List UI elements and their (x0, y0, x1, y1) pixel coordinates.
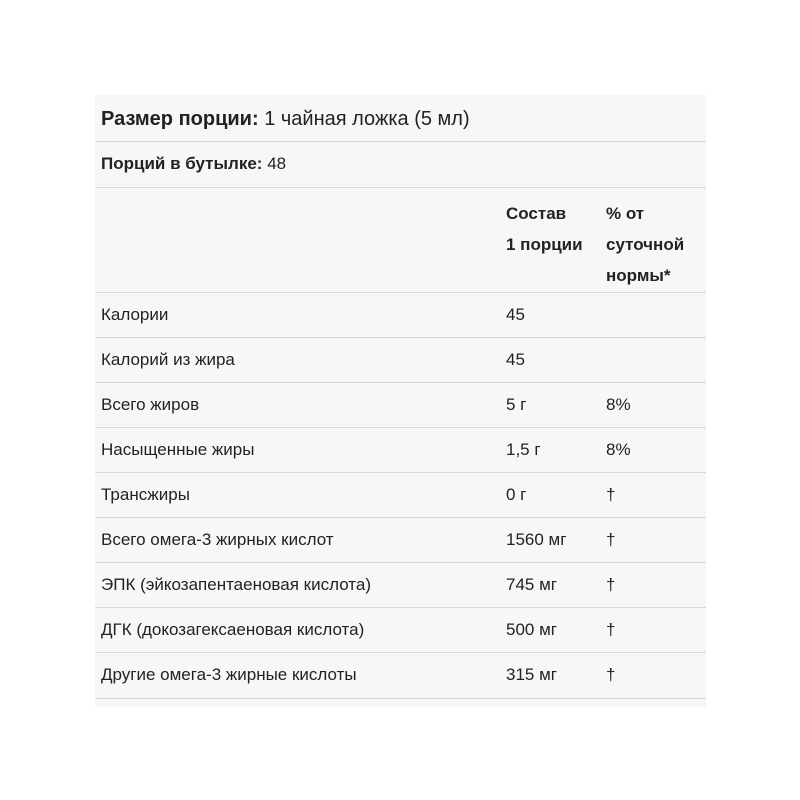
dv-header-line-3: нормы* (606, 266, 671, 285)
nutrient-name: ЭПК (эйкозапентаеновая кислота) (101, 575, 371, 594)
nutrient-daily-value: † (606, 575, 616, 594)
servings-per-container-row (95, 142, 706, 188)
nutrient-amount: 5 г (506, 395, 527, 414)
table-row (95, 293, 706, 338)
table-row (95, 428, 706, 473)
nutrient-name: Калории (101, 305, 169, 324)
nutrient-amount: 0 г (506, 485, 527, 504)
table-row (95, 338, 706, 383)
serving-size-value: 1 чайная ложка (5 мл) (264, 108, 470, 130)
table-row (95, 383, 706, 428)
daily-value-header (606, 198, 684, 291)
nutrient-daily-value: 8% (606, 395, 631, 414)
nutrient-amount: 1560 мг (506, 530, 567, 549)
servings-per-container (101, 149, 286, 179)
nutrient-name: ДГК (докозагексаеновая кислота) (101, 620, 365, 639)
nutrient-name: Насыщенные жиры (101, 440, 255, 459)
nutrient-name: Другие омега-3 жирные кислоты (101, 665, 357, 684)
servings-per-container-label: Порций в бутылке: (101, 154, 263, 173)
table-row (95, 608, 706, 653)
table-row (95, 518, 706, 563)
nutrition-facts-table (95, 95, 706, 707)
dv-header-line-1: % от (606, 204, 645, 223)
nutrient-daily-value: † (606, 620, 616, 639)
serving-size-row (95, 95, 706, 142)
nutrient-amount: 45 (506, 350, 525, 369)
amount-header-line-2: 1 порции (506, 235, 583, 254)
nutrient-name: Трансжиры (101, 485, 190, 504)
nutrient-name: Всего омега-3 жирных кислот (101, 530, 334, 549)
table-row (95, 563, 706, 608)
dv-header-line-2: суточной (606, 235, 685, 254)
nutrient-name: Калорий из жира (101, 350, 235, 369)
nutrient-daily-value: † (606, 485, 616, 504)
column-header-row (95, 188, 706, 293)
nutrient-amount: 745 мг (506, 575, 557, 594)
nutrient-daily-value: 8% (606, 440, 631, 459)
serving-size-label: Размер порции: (101, 108, 259, 130)
nutrient-daily-value: † (606, 530, 616, 549)
nutrient-daily-value: † (606, 665, 616, 684)
serving-size (101, 104, 470, 134)
nutrient-amount: 45 (506, 305, 525, 324)
nutrient-amount: 500 мг (506, 620, 557, 639)
nutrient-name: Всего жиров (101, 395, 200, 414)
servings-per-container-value: 48 (267, 154, 287, 173)
nutrient-amount: 315 мг (506, 665, 557, 684)
table-row (95, 653, 706, 699)
table-row (95, 473, 706, 518)
nutrient-amount: 1,5 г (506, 440, 541, 459)
amount-per-serving-header (506, 198, 583, 260)
amount-header-line-1: Состав (506, 204, 567, 223)
